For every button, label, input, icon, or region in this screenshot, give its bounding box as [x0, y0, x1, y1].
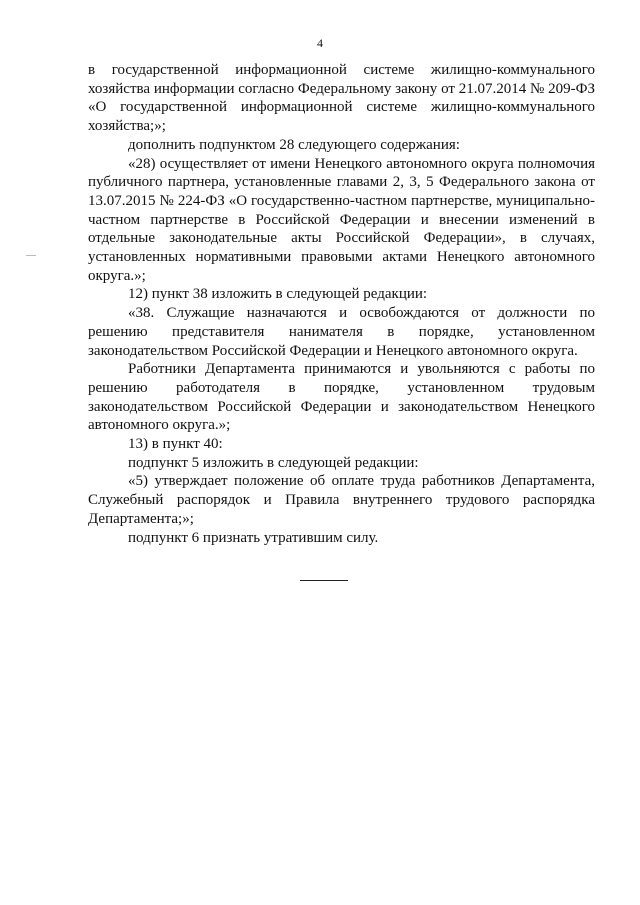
document-body — [88, 61, 595, 547]
paragraph-subclause-28: «28) осуществляет от имени Ненецкого автономного округа полномочия публичного партнера, установленные главами 2, 3, 5 Федерального закона от 13.07.2015 № 224-ФЗ «О государственно-частном партнерстве, муниципально-частном партнерстве в Российской Федерации и внесении изменений в отдельные законодательные акты Российской Федерации», в случаях, установленных нормативными правовыми актами Ненецкого автономного округа.»; — [88, 155, 595, 284]
paragraph-item-13: 13) в пункт 40: — [128, 436, 223, 453]
margin-mark — [26, 255, 36, 256]
paragraph-clause-38: «38. Служащие назначаются и освобождаются от должности по решению представителя нанимателя в порядке, установленном законодательством Российской Федерации и Ненецкого автономного округа. — [88, 305, 595, 359]
paragraph-subclause-5: «5) утверждает положение об оплате труда работников Департамента, Служебный распорядок и Правила внутреннего трудового распорядка Департамента;»; — [88, 473, 595, 527]
paragraph-subclause-5-intro: подпункт 5 изложить в следующей редакции: — [128, 454, 419, 471]
paragraph-add-subclause-28: дополнить подпунктом 28 следующего содержания: — [128, 136, 460, 153]
paragraph-subclause-6: подпункт 6 признать утратившим силу. — [128, 529, 379, 546]
page-number: 4 — [317, 36, 323, 50]
closing-rule — [300, 580, 348, 581]
paragraph-continuation: в государственной информационной системе жилищно-коммунального хозяйства информации согласно Федеральному закону от 21.07.2014 № 209-ФЗ «О государственной информационной системе жилищно-коммунального хозяйства;»; — [88, 62, 595, 135]
paragraph-department-workers: Работники Департамента принимаются и увольняются с работы по решению работодателя в порядке, установленном трудовым законодательством Российской Федерации и законодательством Ненецкого автономного округа.»; — [88, 361, 595, 434]
paragraph-item-12: 12) пункт 38 изложить в следующей редакции: — [128, 286, 428, 303]
